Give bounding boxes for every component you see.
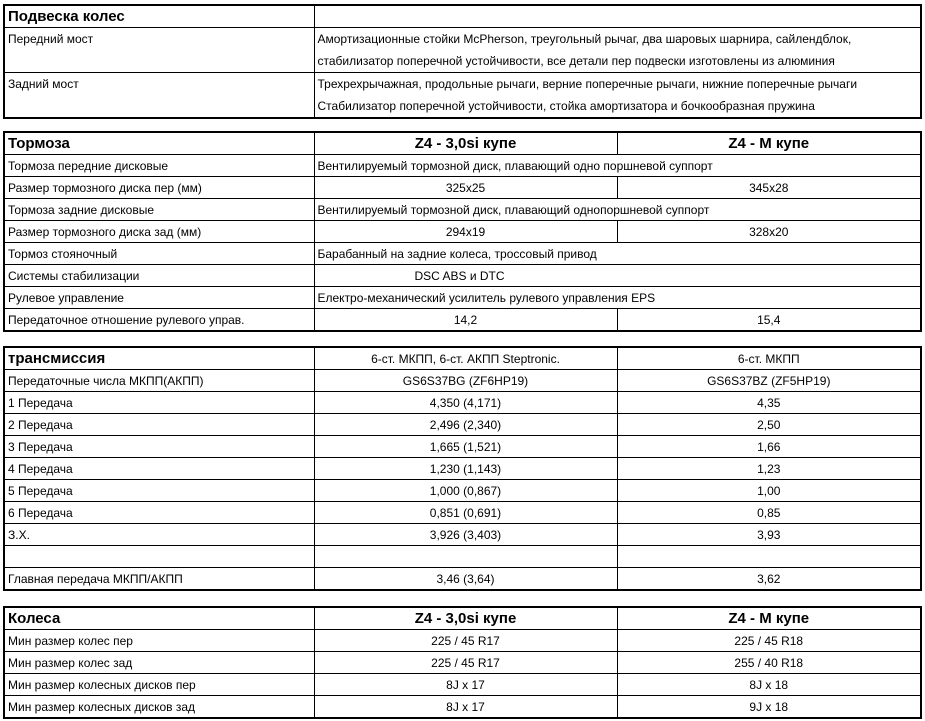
table-row — [4, 287, 921, 309]
table-row — [4, 652, 921, 674]
row-label: Тормоза задние дисковые — [4, 199, 314, 221]
row-label: Системы стабилизации — [4, 265, 314, 287]
table-row — [4, 392, 921, 414]
gear-label: 2 Передача — [4, 414, 314, 436]
gear-label: 1 Передача — [4, 392, 314, 414]
row-value: Барабанный на задние колеса, троссовый привод — [314, 243, 921, 265]
gear-value-1: 3,926 (3,403) — [314, 524, 617, 546]
table-row — [4, 199, 921, 221]
transmission-col1-header: 6-ст. МКПП, 6-ст. АКПП Steptronic. — [314, 347, 617, 370]
transmission-col2-header: 6-ст. МКПП — [617, 347, 921, 370]
row-label: Тормоз стояночный — [4, 243, 314, 265]
table-row — [4, 630, 921, 652]
suspension-title: Подвеска колес — [4, 5, 314, 28]
table-row — [4, 458, 921, 480]
gear-value-1: 1,665 (1,521) — [314, 436, 617, 458]
gear-value-2: 3,93 — [617, 524, 921, 546]
gear-label: 4 Передача — [4, 458, 314, 480]
row-value-1: 325x25 — [314, 177, 617, 199]
wheels-table — [3, 606, 922, 719]
table-row — [4, 265, 921, 287]
row-value-2: 3,62 — [617, 568, 921, 591]
row-label: Рулевое управление — [4, 287, 314, 309]
gear-value-1: 1,230 (1,143) — [314, 458, 617, 480]
row-label: Мин размер колес пер — [4, 630, 314, 652]
row-value-1: 8J x 17 — [314, 674, 617, 696]
suspension-table — [3, 4, 922, 119]
wheels-title: Колеса — [4, 607, 314, 630]
gear-value-2: 1,23 — [617, 458, 921, 480]
row-value-2: 328x20 — [617, 221, 921, 243]
table-row — [4, 524, 921, 546]
gear-label: 6 Передача — [4, 502, 314, 524]
table-row — [4, 674, 921, 696]
table-row — [4, 73, 921, 119]
row-value: Вентилируемый тормозной диск, плавающий одно поршневой суппорт — [314, 155, 921, 177]
suspension-rear-value: Трехрехрычажная, продольные рычаги, верние поперечные рычаги, нижние поперечные рычаги Стабилизатор поперечной устойчивости, стойка амортизатора и бочкообразная пружина — [314, 73, 921, 119]
empty-row — [4, 546, 921, 568]
table-row — [4, 177, 921, 199]
row-value-1: 225 / 45 R17 — [314, 630, 617, 652]
gear-value-2: 1,00 — [617, 480, 921, 502]
row-value-2: 9J x 18 — [617, 696, 921, 719]
row-value-2: 225 / 45 R18 — [617, 630, 921, 652]
gear-value-2: 0,85 — [617, 502, 921, 524]
suspension-front-label: Передний мост — [4, 28, 314, 73]
row-label: Мин размер колесных дисков пер — [4, 674, 314, 696]
suspension-rear-label: Задний мост — [4, 73, 314, 119]
row-value-2: GS6S37BZ (ZF5HP19) — [617, 370, 921, 392]
row-value-1: 8J x 17 — [314, 696, 617, 719]
table-row — [4, 221, 921, 243]
wheels-col2-header: Z4 - M купе — [617, 607, 921, 630]
table-row — [4, 696, 921, 719]
gear-value-2: 1,66 — [617, 436, 921, 458]
row-label: Размер тормозного диска пер (мм) — [4, 177, 314, 199]
table-row — [4, 155, 921, 177]
transmission-title: трансмиссия — [4, 347, 314, 370]
row-label: Размер тормозного диска зад (мм) — [4, 221, 314, 243]
brakes-col2-header: Z4 - M купе — [617, 132, 921, 155]
table-row — [4, 309, 921, 332]
wheels-header-row — [4, 607, 921, 630]
row-value-1: 14,2 — [314, 309, 617, 332]
gear-label: 3 Передача — [4, 436, 314, 458]
wheels-col1-header: Z4 - 3,0si купе — [314, 607, 617, 630]
gear-value-2: 4,35 — [617, 392, 921, 414]
gear-value-2: 2,50 — [617, 414, 921, 436]
suspension-header-row — [4, 5, 921, 28]
row-label: Мин размер колес зад — [4, 652, 314, 674]
transmission-table — [3, 346, 922, 591]
row-value-1: 225 / 45 R17 — [314, 652, 617, 674]
row-value-2: 255 / 40 R18 — [617, 652, 921, 674]
brakes-header-row — [4, 132, 921, 155]
table-row — [4, 414, 921, 436]
brakes-col1-header: Z4 - 3,0si купе — [314, 132, 617, 155]
row-label: Тормоза передние дисковые — [4, 155, 314, 177]
gear-label: З.Х. — [4, 524, 314, 546]
row-value: DSC ABS и DTC — [314, 265, 921, 287]
gear-label: 5 Передача — [4, 480, 314, 502]
suspension-front-value: Амортизационные стойки McPherson, треугольный рычаг, два шаровых шарнира, сайлендблок, стабилизатор поперечной устойчивости, все детали пер подвески изготовлены из алюминия — [314, 28, 921, 73]
row-label: Главная передача МКПП/АКПП — [4, 568, 314, 591]
table-row — [4, 502, 921, 524]
row-value-2: 15,4 — [617, 309, 921, 332]
table-row — [4, 568, 921, 591]
row-value-1: 3,46 (3,64) — [314, 568, 617, 591]
row-value-2: 8J x 18 — [617, 674, 921, 696]
row-label: Передаточное отношение рулевого управ. — [4, 309, 314, 332]
table-row — [4, 370, 921, 392]
gear-value-1: 2,496 (2,340) — [314, 414, 617, 436]
brakes-table — [3, 131, 922, 332]
row-value: Вентилируемый тормозной диск, плавающий однопоршневой суппорт — [314, 199, 921, 221]
brakes-title: Тормоза — [4, 132, 314, 155]
gear-value-1: 4,350 (4,171) — [314, 392, 617, 414]
table-row — [4, 480, 921, 502]
row-value: Електро-механический усилитель рулевого управления EPS — [314, 287, 921, 309]
transmission-header-row — [4, 347, 921, 370]
gear-value-1: 1,000 (0,867) — [314, 480, 617, 502]
gear-value-1: 0,851 (0,691) — [314, 502, 617, 524]
table-row — [4, 28, 921, 73]
row-value-2: 345x28 — [617, 177, 921, 199]
table-row — [4, 243, 921, 265]
row-value-1: 294x19 — [314, 221, 617, 243]
row-label: Мин размер колесных дисков зад — [4, 696, 314, 719]
row-label: Передаточные числа МКПП(АКПП) — [4, 370, 314, 392]
row-value-1: GS6S37BG (ZF6HP19) — [314, 370, 617, 392]
table-row — [4, 436, 921, 458]
